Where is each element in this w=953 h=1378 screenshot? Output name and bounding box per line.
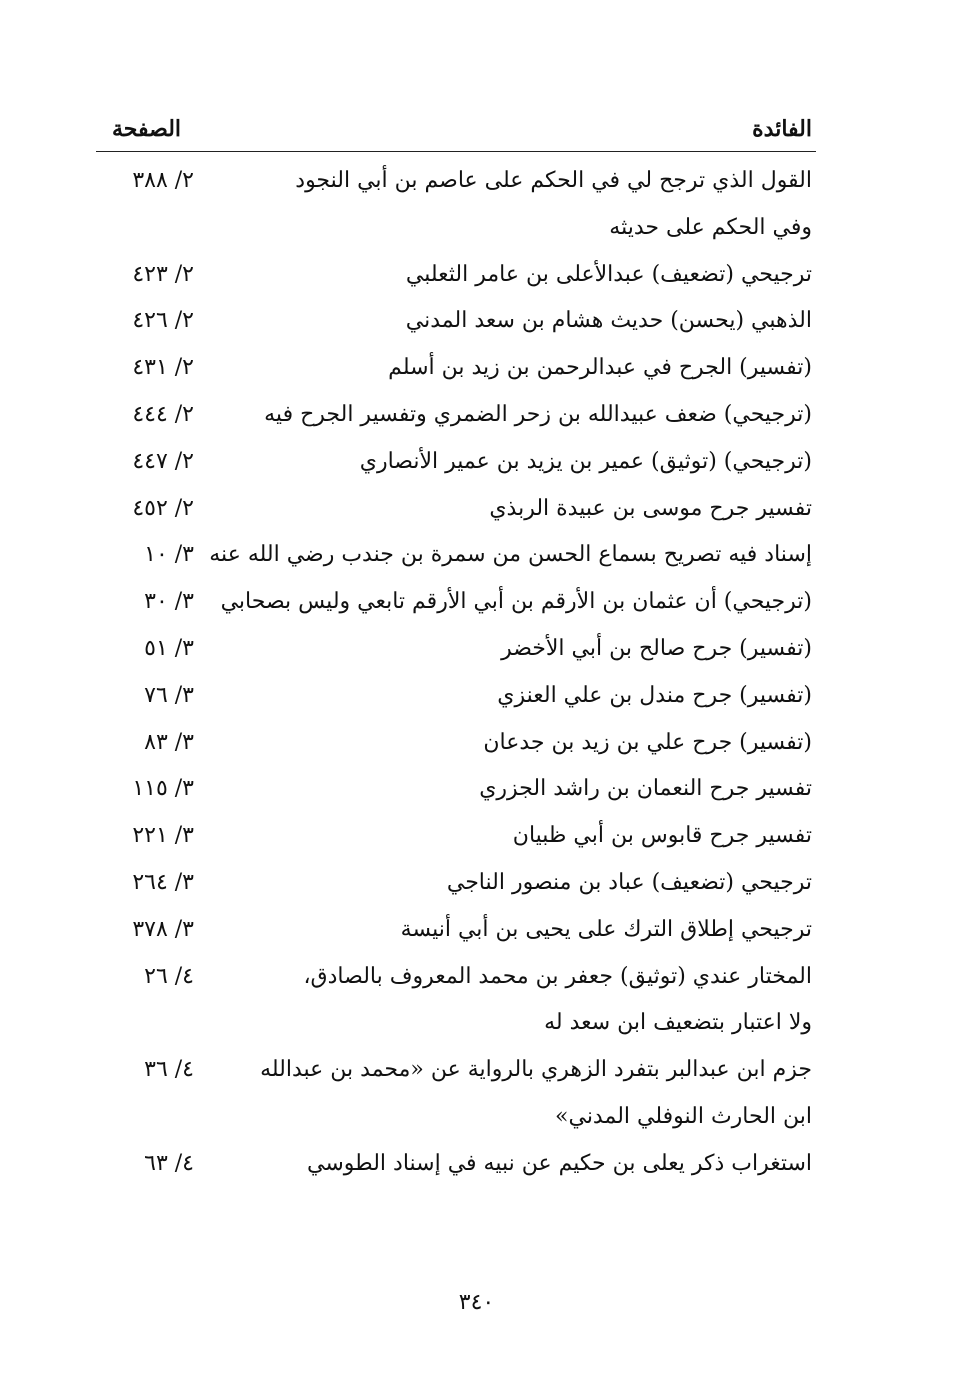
entry-page: ٣/ ٣٠ [144, 589, 194, 615]
entry-page: ٢/ ٤٤٧ [132, 448, 194, 474]
entry-text: الذهبي (يحسن) حديث هشام بن سعد المدني [405, 308, 812, 334]
entry-text: (تفسير) جرح علي بن زيد بن جدعان [483, 729, 812, 755]
entry-text: (ترجيحي) (توثيق) عمير بن يزيد بن عمير الأنصاري [359, 448, 812, 474]
list-item [96, 860, 816, 907]
entry-text: القول الذي ترجح لي في الحكم على عاصم بن أبي النجود [295, 168, 812, 193]
entry-page: ٤/ ٦٣ [144, 1150, 194, 1176]
benefit-column-header: الفائدة [752, 116, 812, 142]
entry-page: ٢/ ٤٢٣ [132, 261, 194, 287]
entry-text: إسناد فيه تصريح بسماع الحسن من سمرة بن جندب رضي الله عنه [209, 542, 812, 568]
entry-text: (تفسير) جرح صالح بن أبي الأخضر [501, 635, 812, 661]
entry-page: ٢/ ٤٥٢ [132, 495, 194, 521]
list-item [96, 626, 816, 673]
list-item [96, 1094, 816, 1141]
entry-text: ترجيحي (تضعيف) عبدالأعلى بن عامر الثعلبي [405, 261, 812, 287]
page-column-header: الصفحة [112, 116, 182, 142]
entry-text: جزم ابن عبدالبر بتفرد الزهري بالرواية عن «محمد بن عبدالله [260, 1057, 812, 1083]
entry-page: ٢/ ٤٣١ [132, 355, 194, 381]
entry-page: ٢/ ٣٨٨ [132, 168, 194, 193]
list-item [96, 1000, 816, 1047]
entry-text: ترجيحي إطلاق الترك على يحيى بن أبي أنيسة [400, 916, 812, 942]
entry-text: تفسير جرح قابوس بن أبي ظبيان [512, 823, 812, 849]
list-item [96, 1047, 816, 1094]
entry-page: ٣/ ٢٦٤ [132, 869, 194, 895]
entry-text: ترجيحي (تضعيف) عباد بن منصور الناجي [446, 869, 812, 895]
entry-text: (ترجيحي) ضعف عبيدالله بن زحر الضمري وتفسير الجرح فيه [264, 401, 812, 427]
entry-page: ٣/ ٨٣ [144, 729, 194, 755]
entry-page: ٤/ ٣٦ [144, 1057, 194, 1083]
entry-page: ٣/ ١٠ [144, 542, 194, 568]
list-item [96, 813, 816, 860]
list-item [96, 252, 816, 299]
list-item [96, 345, 816, 392]
entry-page: ٣/ ٧٦ [144, 682, 194, 708]
entry-page: ٣/ ٣٧٨ [132, 916, 194, 942]
entry-text: المختار عندي (توثيق) جعفر بن محمد المعروف بالصادق، [303, 963, 812, 989]
entry-text: (ترجيحي) أن عثمان بن الأرقم بن أبي الأرقم تابعي وليس بصحابي [220, 589, 812, 615]
index-list [96, 158, 816, 1188]
table-header [96, 114, 816, 150]
entry-page: ٤/ ٢٦ [144, 963, 194, 989]
entry-text: استغراب ذكر يعلى بن حكيم عن نبيه في إسناد الطوسي [307, 1150, 812, 1176]
list-item [96, 486, 816, 533]
list-item [96, 720, 816, 767]
list-item [96, 158, 816, 205]
entry-page: ٣/ ٢٢١ [132, 823, 194, 849]
entry-text: (تفسير) الجرح في عبدالرحمن بن زيد بن أسلم [388, 355, 812, 381]
entry-page: ٣/ ١١٥ [132, 776, 194, 802]
entry-text: تفسير جرح موسى بن عبيدة الربذي [489, 495, 812, 521]
entry-page: ٢/ ٤٢٦ [132, 308, 194, 334]
entry-page: ٣/ ٥١ [144, 635, 194, 661]
list-item [96, 907, 816, 954]
entry-text: وفي الحكم على حديثه [609, 214, 812, 240]
entry-page: ٢/ ٤٤٤ [132, 401, 194, 427]
list-item [96, 954, 816, 1001]
list-item [96, 532, 816, 579]
list-item [96, 439, 816, 486]
header-divider [96, 151, 816, 152]
list-item [96, 205, 816, 252]
entry-text: (تفسير) جرح مندل بن علي العنزي [497, 682, 812, 708]
list-item [96, 298, 816, 345]
list-item [96, 579, 816, 626]
entry-text: ابن الحارث النوفلي المدني» [555, 1103, 812, 1129]
entry-text: ولا اعتبار بتضعيف ابن سعد له [544, 1010, 812, 1036]
page-number: ٣٤٠ [458, 1290, 495, 1315]
list-item [96, 766, 816, 813]
entry-text: تفسير جرح النعمان بن راشد الجزري [479, 776, 812, 802]
list-item [96, 392, 816, 439]
list-item [96, 1141, 816, 1188]
list-item [96, 673, 816, 720]
